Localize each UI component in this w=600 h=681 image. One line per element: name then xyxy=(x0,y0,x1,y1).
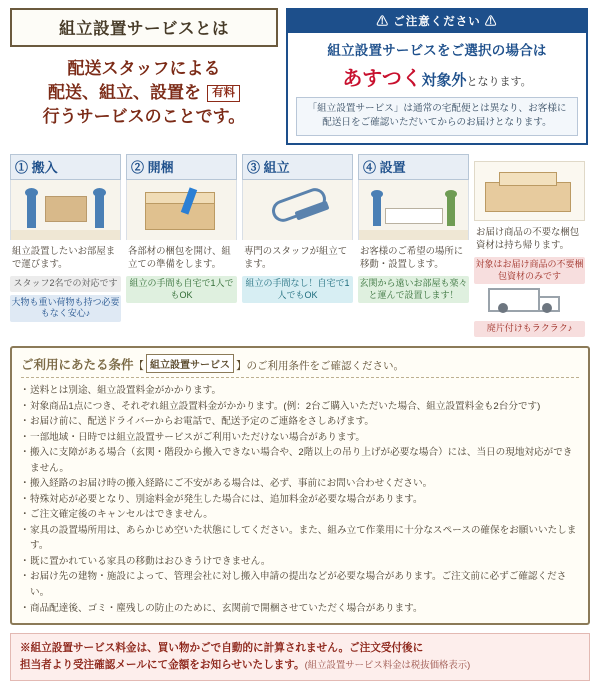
list-item: ・ お届け前に、配送ドライバーからお電話で、配送予定のご連絡をさしあげます。 xyxy=(21,414,579,430)
notice-big-text: あすつく xyxy=(342,68,422,90)
list-item: ・ 一部地域・日時では組立設置サービスがご利用いただけない場合があります。 xyxy=(21,430,579,446)
notice-subtext: 「組立設置サービス」は通常の宅配便とは異なり、お客様に配送日をご確認いただいてからのお届けとなります。 xyxy=(296,97,578,136)
footer-line-1-b: 計算されません。 xyxy=(263,642,350,655)
steps-row xyxy=(10,154,590,337)
notice-tail-text: となります。 xyxy=(466,76,532,88)
paid-badge: 有料 xyxy=(207,85,240,103)
delivery-carry-in-icon xyxy=(10,180,121,240)
step-3-text: 専門のスタッフが組立てます。 xyxy=(244,244,348,270)
step-1 xyxy=(10,154,121,337)
footer-line-2-a: 担当者より受注確認メールにて金額をお知らせいたします。 xyxy=(20,659,305,671)
step-2-tagline-2: 組立の手間も自宅で1人でもOK xyxy=(126,276,237,303)
footer-line-1-c: ご注文受付後に xyxy=(349,642,424,655)
notice-panel xyxy=(286,8,588,145)
conditions-list xyxy=(21,383,579,616)
notice-body xyxy=(288,33,586,143)
packaging-waste-truck-icon xyxy=(474,284,585,318)
conditions-title-sub2: 】のご利用条件をご確認ください。 xyxy=(236,360,405,373)
step-1-text: 組立設置したいお部屋まで運びます。 xyxy=(12,244,116,270)
step-1-tagline-2: 大物も重い荷物も持つ必要もなく安心♪ xyxy=(10,295,121,322)
list-item: ・ お届け先の建物・施設によって、管理会社に対し搬入申請の提出などが必要な場合があります。ご注文前に必ずご確認ください。 xyxy=(21,569,579,600)
page-title: 組立設置サービスとは xyxy=(10,8,278,47)
footer-prefix: ※ xyxy=(20,642,31,655)
step-3-tagline-2: 組立の手間なし！自宅で1人でもOK xyxy=(242,276,353,303)
list-item: ・ 既に置かれている家具の移動はおひきうけできません。 xyxy=(21,554,579,570)
list-item: ・ 搬入経路のお届け時の搬入経路にご不安がある場合は、必ず、事前にお問い合わせください。 xyxy=(21,476,579,492)
unpacking-icon xyxy=(126,180,237,240)
notice-line-2 xyxy=(296,62,578,91)
step-4-text: お客様のご希望の場所に移動・設置します。 xyxy=(360,244,464,270)
list-item: ・ 送料とは別途、組立設置料金がかかります。 xyxy=(21,383,579,399)
step-2 xyxy=(126,154,237,337)
lead-text xyxy=(10,57,278,129)
conditions-title-sub1: 【 xyxy=(133,360,145,373)
lead-line-2-wrap xyxy=(10,81,278,105)
lead-line-2: 配送、組立、設置を xyxy=(48,83,201,103)
footer-notice xyxy=(10,633,590,681)
conditions-title-main: ご利用にあたる条件 xyxy=(21,358,134,373)
step-5-text: お届け商品の不要な梱包資材は持ち帰ります。 xyxy=(476,225,580,251)
notice-mid-text: 対象外 xyxy=(421,72,467,89)
list-item: ・ 搬入に支障がある場合（玄関・階段から搬入できない場合や、2階以上の吊り上げが必要な場合）には、当日の現地対応ができません。 xyxy=(21,445,579,476)
footer-line-2 xyxy=(20,657,580,674)
step-1-heading: ① 搬入 xyxy=(10,154,121,180)
packaging-waste-box-icon xyxy=(474,161,585,221)
step-3 xyxy=(242,154,353,337)
step-4-tagline-2: 玄関から遠いお部屋も楽々と運んで設置します！ xyxy=(358,276,469,303)
title-block xyxy=(10,8,278,129)
notice-line-1: 組立設置サービスをご選択の場合は xyxy=(327,43,547,58)
footer-line-1 xyxy=(20,640,580,657)
list-item: ・ 対象商品1点につき、それぞれ組立設置料金がかかります。(例：2台ご購入いただいた場合、組立設置料金も2台分です) xyxy=(21,399,579,415)
installation-icon xyxy=(358,180,469,240)
step-5-tagline-2: 廃片付けもラクラク♪ xyxy=(474,321,585,337)
step-1-tagline: スタッフ2名での対応です xyxy=(10,276,121,292)
list-item: ・ 家具の設置場所用は、あらかじめ空いた状態にしてください。また、組み立て作業用に十分なスペースの確保をお願いいたします。 xyxy=(21,523,579,554)
footer-line-1-a: 組立設置サービス料金は、買い物かごで自動的に xyxy=(30,642,264,655)
top-section xyxy=(10,8,590,145)
conditions-panel xyxy=(10,346,590,625)
list-item: ・ 商品配達後、ゴミ・塵残しの防止のために、玄関前で開梱させていただく場合があります。 xyxy=(21,601,579,617)
list-item: ・ 特殊対応が必要となり、別途料金が発生した場合には、追加料金が必要な場合があります。 xyxy=(21,492,579,508)
step-2-heading: ② 開梱 xyxy=(126,154,237,180)
step-4 xyxy=(358,154,469,337)
notice-header: ⚠ ご注意ください ⚠ xyxy=(288,10,586,33)
step-2-text: 各部材の梱包を開け、組立ての準備をします。 xyxy=(128,244,231,270)
step-4-heading: ④ 設置 xyxy=(358,154,469,180)
lead-line-3: 行うサービスのことです。 xyxy=(42,107,246,127)
step-3-heading: ③ 組立 xyxy=(242,154,353,180)
footer-line-2-note: (組立設置サービス料金は税抜価格表示) xyxy=(304,659,471,670)
assembly-wrench-icon xyxy=(242,180,353,240)
step-5 xyxy=(474,154,585,337)
conditions-title xyxy=(21,354,579,378)
list-item: ・ ご注文確定後のキャンセルはできません。 xyxy=(21,507,579,523)
lead-line-1: 配送スタッフによる xyxy=(67,59,221,78)
step-5-tagline: 対象はお届け商品の不要梱包資材のみです xyxy=(474,257,585,284)
conditions-title-tag: 組立設置サービス xyxy=(146,354,234,373)
